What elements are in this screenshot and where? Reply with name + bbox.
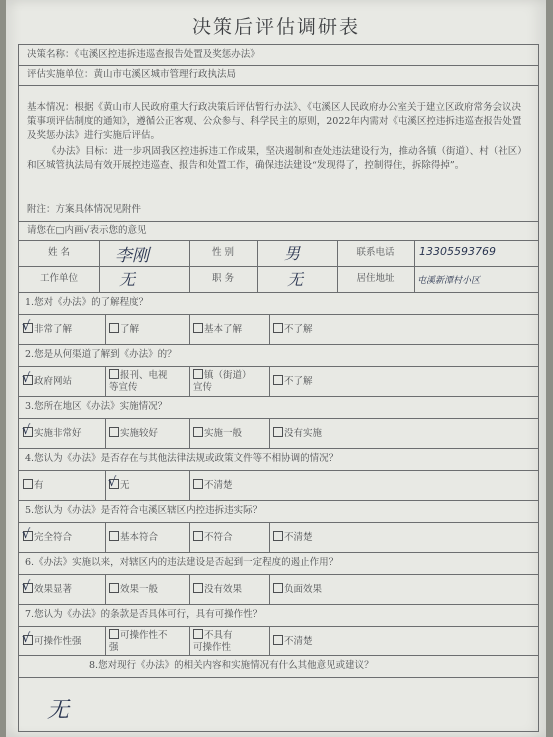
decision-name: 决策名称：《屯溪区控违拆违巡查报告处置及奖惩办法》 (27, 49, 260, 60)
gender-value: 男 (284, 244, 301, 263)
option-q3-4[interactable] (273, 427, 345, 440)
row-divider (19, 221, 538, 222)
option-label: 不了解 (284, 376, 313, 387)
option-q3-1[interactable] (23, 427, 101, 440)
gender-label: 性 别 (211, 247, 235, 258)
checkbox[interactable] (193, 427, 203, 437)
option-label: 不清楚 (284, 532, 313, 543)
option-label: 可操作性不 强 (109, 630, 168, 653)
basic-info-goal: 《办法》目标：进一步巩固我区控违拆违工作成果，坚决遏制和查处违法建设行为，推动各镇（街道）、村（社区）和区城管执法局有效开展控违巡查、报告和处置工作，确保违法建设“发现得了，控制得住，拆除得掉”。 (27, 146, 527, 171)
checkbox[interactable] (109, 427, 119, 437)
form-table (18, 44, 539, 732)
option-q1-4[interactable] (273, 323, 345, 336)
job-value: 无 (287, 270, 304, 289)
row-divider (19, 240, 538, 241)
col-divider (105, 314, 106, 344)
check-mark-icon: √ (22, 371, 31, 386)
row-divider (19, 344, 538, 345)
col-divider (189, 470, 190, 500)
form-title: 决策后评估调研表 (191, 16, 360, 38)
row-divider (19, 604, 538, 605)
checkbox[interactable] (109, 369, 119, 379)
option-q5-1[interactable] (23, 531, 101, 544)
option-q2-1[interactable] (23, 375, 101, 388)
job-label: 职 务 (211, 273, 235, 284)
name-value: 李刚 (115, 246, 149, 266)
col-divider (269, 522, 270, 552)
row-divider (19, 85, 538, 86)
phone-label: 联系电话 (356, 247, 395, 258)
addr-label: 居住地址 (356, 273, 395, 284)
option-q6-1[interactable] (23, 583, 101, 596)
unit-label: 工作单位 (39, 273, 78, 284)
checkbox[interactable] (109, 531, 119, 541)
checkbox[interactable] (273, 531, 283, 541)
checkbox[interactable] (109, 583, 119, 593)
col-divider (269, 418, 270, 448)
row-divider (19, 470, 538, 471)
question-6: 6.《办法》实施以来，对辖区内的违法建设是否起到一定程度的遏止作用？ (25, 557, 339, 568)
check-mark-icon: √ (22, 631, 31, 646)
option-label: 非常了解 (34, 324, 73, 335)
col-divider (105, 366, 106, 396)
col-divider (269, 626, 270, 656)
option-q7-4[interactable] (273, 635, 345, 648)
col-divider (105, 574, 106, 604)
row-divider (19, 366, 538, 367)
q8-answer: 无 (47, 698, 70, 723)
row-divider (19, 655, 538, 656)
option-label: 不清楚 (204, 480, 233, 491)
option-q2-2[interactable] (109, 369, 185, 394)
checkbox[interactable] (273, 583, 283, 593)
option-label: 完全符合 (34, 532, 73, 543)
option-q6-3[interactable] (193, 583, 265, 596)
option-q7-3[interactable] (193, 629, 265, 654)
row-divider (19, 677, 538, 678)
option-q1-3[interactable] (193, 323, 265, 336)
attachment-note: 附注：方案具体情况见附件 (27, 204, 142, 215)
question-1: 1.您对《办法》的了解程度？ (25, 297, 149, 308)
option-label: 效果显著 (34, 584, 73, 595)
option-q4-2[interactable] (109, 479, 185, 492)
row-divider (19, 552, 538, 553)
col-divider (269, 314, 270, 344)
question-4: 4.您认为《办法》是否存在与其他法律法规或政策文件等不相协调的情况？ (25, 453, 339, 464)
option-q1-1[interactable] (23, 323, 101, 336)
col-divider (99, 240, 100, 292)
option-q3-3[interactable] (193, 427, 265, 440)
col-divider (189, 574, 190, 604)
name-label: 姓 名 (47, 247, 71, 258)
checkbox[interactable] (273, 427, 283, 437)
row-divider (19, 522, 538, 523)
option-label: 实施较好 (120, 428, 159, 439)
col-divider (189, 522, 190, 552)
option-q5-2[interactable] (109, 531, 185, 544)
checkbox[interactable] (193, 323, 203, 333)
option-q7-2[interactable] (109, 629, 185, 654)
checkbox[interactable] (273, 635, 283, 645)
col-divider (257, 240, 258, 292)
col-divider (189, 418, 190, 448)
option-label: 实施一般 (204, 428, 243, 439)
implementer: 评估实施单位：黄山市屯溪区城市管理行政执法局 (27, 69, 237, 80)
question-7: 7.您认为《办法》的条款是否具体可行，具有可操作性？ (25, 609, 263, 620)
checkbox[interactable] (193, 583, 203, 593)
row-divider (19, 65, 538, 66)
checkbox[interactable] (193, 629, 203, 639)
option-label: 基本了解 (204, 324, 243, 335)
checkbox[interactable] (273, 375, 283, 385)
col-divider (189, 314, 190, 344)
option-label: 可操作性强 (34, 636, 82, 647)
checkbox[interactable] (193, 531, 203, 541)
option-label: 不具有 可操作性 (193, 630, 233, 653)
col-divider (105, 418, 106, 448)
col-divider (105, 626, 106, 656)
check-mark-icon: √ (22, 579, 31, 594)
option-label: 报刊、电视 等宣传 (109, 370, 168, 393)
option-q4-3[interactable] (193, 479, 265, 492)
option-label: 无 (120, 480, 130, 491)
basic-info: 基本情况：根据《黄山市人民政府重大行政决策后评估暂行办法》、《屯溪区人民政府办公室关于建立区政府常务会议决策事项评估制度的通知》，遵循公正客观、公众参与、科学民主的原则，2022年内需对《屯溪区控违拆违巡查报告处置及奖惩办法》进行实施后评估。 (27, 102, 522, 141)
survey-sheet (6, 0, 546, 737)
option-label: 实施非常好 (34, 428, 82, 439)
option-q5-4[interactable] (273, 531, 345, 544)
question-3: 3.您所在地区《办法》实施情况？ (25, 401, 168, 412)
option-label: 基本符合 (120, 532, 159, 543)
addr-value: 屯溪新潭村小区 (417, 276, 481, 286)
col-divider (105, 522, 106, 552)
option-q5-3[interactable] (193, 531, 265, 544)
row-divider (19, 448, 538, 449)
row-divider (19, 418, 538, 419)
row-divider (19, 574, 538, 575)
row-divider (19, 396, 538, 397)
checkbox[interactable] (273, 323, 283, 333)
col-divider (189, 366, 190, 396)
check-mark-icon: √ (22, 423, 31, 438)
check-mark-icon: √ (108, 475, 117, 490)
option-label: 不了解 (284, 324, 313, 335)
row-divider (19, 314, 538, 315)
option-q2-4[interactable] (273, 375, 345, 388)
option-label: 没有实施 (284, 428, 323, 439)
option-label: 没有效果 (204, 584, 243, 595)
check-mark-icon: √ (22, 527, 31, 542)
question-5: 5.您认为《办法》是否符合屯溪区辖区内控违拆违实际？ (25, 505, 263, 516)
col-divider (105, 470, 106, 500)
col-divider (189, 626, 190, 656)
col-divider (269, 366, 270, 396)
option-q4-1[interactable] (23, 479, 101, 492)
checkbox[interactable] (109, 629, 119, 639)
question-2: 2.您是从何渠道了解到《办法》的？ (25, 349, 177, 360)
checkbox[interactable] (193, 479, 203, 489)
checkbox[interactable] (109, 323, 119, 333)
option-q7-1[interactable] (23, 635, 101, 648)
option-q1-2[interactable] (109, 323, 185, 336)
instruction: 请您在□内画√表示您的意见 (27, 225, 147, 236)
option-label: 镇（街道） 宣传 (193, 370, 252, 393)
row-divider (19, 292, 538, 293)
checkbox[interactable] (23, 479, 33, 489)
option-q6-2[interactable] (109, 583, 185, 596)
option-q6-4[interactable] (273, 583, 345, 596)
option-label: 了解 (120, 324, 140, 335)
question-8: 8.您对现行《办法》的相关内容和实施情况有什么其他意见或建议？ (89, 660, 374, 671)
option-q2-3[interactable] (193, 369, 265, 394)
option-label: 政府网站 (34, 376, 73, 387)
option-label: 不清楚 (284, 636, 313, 647)
option-q3-2[interactable] (109, 427, 185, 440)
option-label: 有 (34, 480, 44, 491)
col-divider (269, 574, 270, 604)
option-label: 不符合 (204, 532, 233, 543)
row-divider (19, 500, 538, 501)
checkbox[interactable] (193, 369, 203, 379)
unit-value: 无 (119, 270, 136, 289)
option-label: 效果一般 (120, 584, 159, 595)
option-label: 负面效果 (284, 584, 323, 595)
col-divider (414, 240, 415, 292)
row-divider (19, 626, 538, 627)
check-mark-icon: √ (22, 319, 31, 334)
phone-value: 13305593769 (419, 245, 496, 258)
row-divider (19, 266, 538, 267)
